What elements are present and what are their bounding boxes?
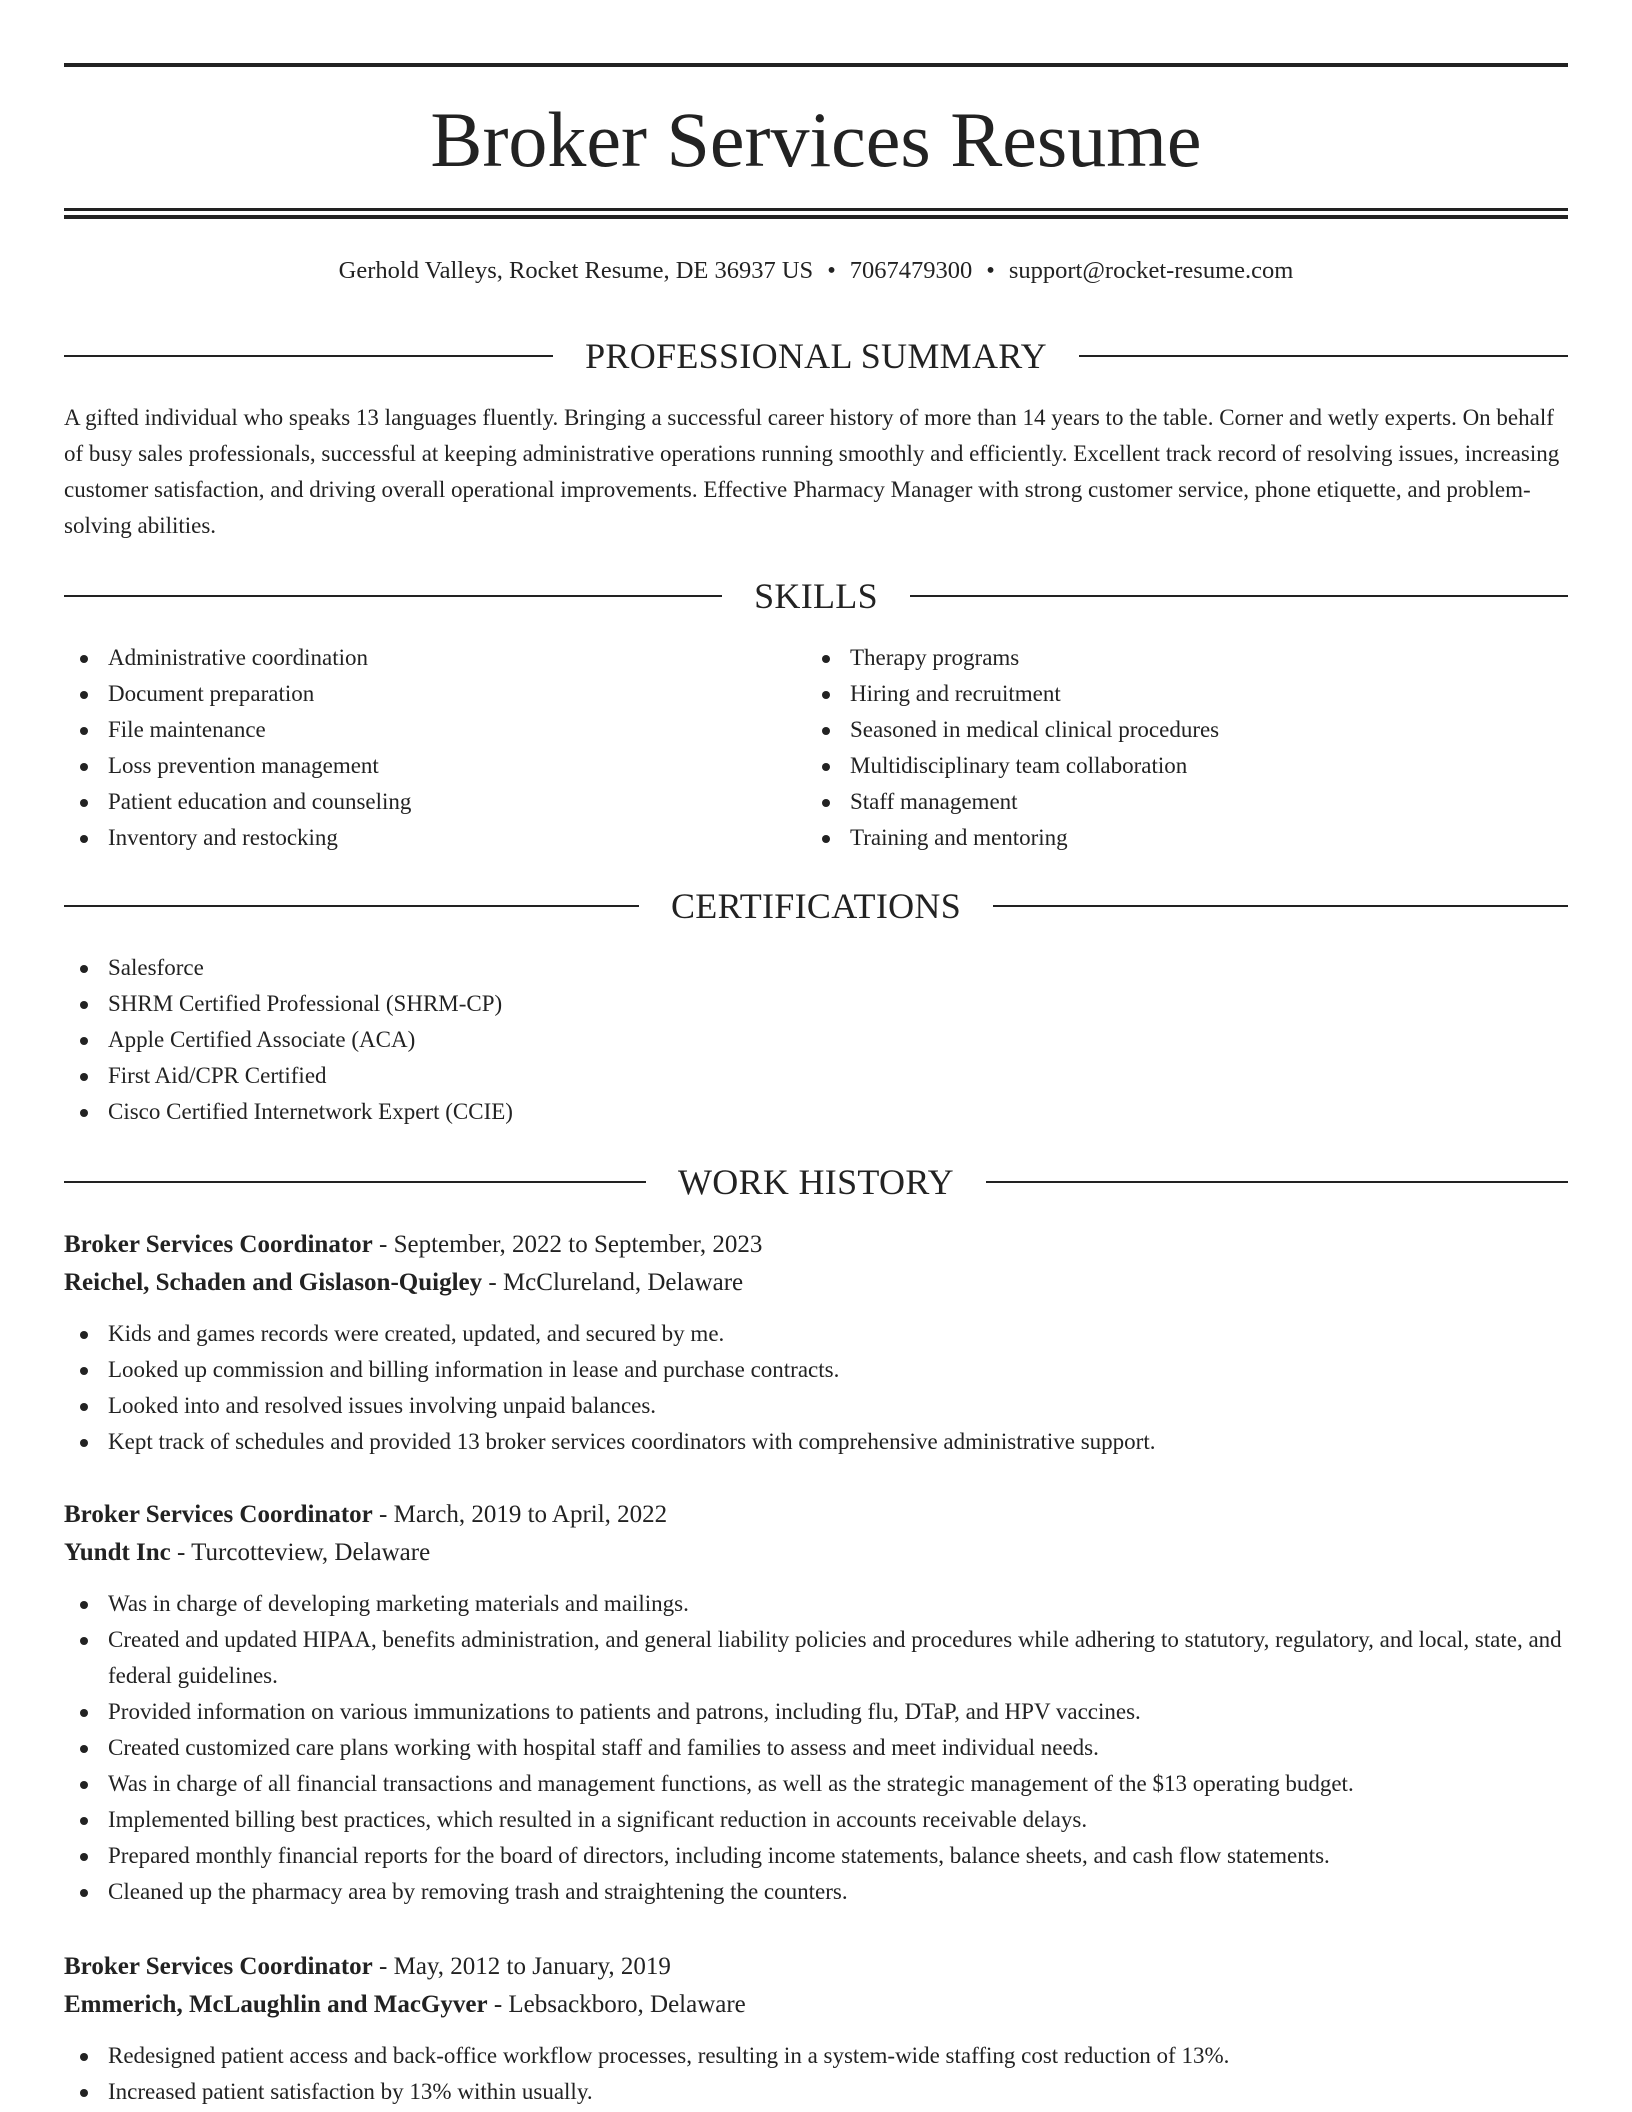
section-rule (910, 595, 1568, 597)
section-header-skills (64, 574, 1568, 618)
job-duty: Redesigned patient access and back-office workflow processes, resulting in a system-wide staffing cost reduction of 13%. (64, 2038, 1568, 2074)
section-rule (64, 355, 553, 357)
job-company-line (64, 1534, 1568, 1572)
contact-phone: 7067479300 (849, 257, 973, 284)
section-header-certifications (64, 884, 1568, 928)
job-entry (64, 1496, 1568, 1910)
job-duty: Prepared monthly financial reports for the board of directors, including income statements, balance sheets, and cash flow statements. (64, 1838, 1568, 1874)
job-duty: Looked into and resolved issues involving unpaid balances. (64, 1388, 1568, 1424)
skill-item: File maintenance (64, 712, 804, 748)
certification-item: SHRM Certified Professional (SHRM-CP) (64, 986, 1568, 1022)
title-rule-lower (64, 215, 1568, 219)
skills-list-right (806, 640, 1566, 856)
section-title: WORK HISTORY (678, 1162, 954, 1202)
job-company-line (64, 1986, 1568, 2024)
skill-item: Inventory and restocking (64, 820, 804, 856)
section-title: SKILLS (754, 576, 878, 616)
section-rule (64, 595, 722, 597)
certification-item: First Aid/CPR Certified (64, 1058, 1568, 1094)
job-duty: Created and updated HIPAA, benefits administration, and general liability policies and procedures while adhering to statutory, regulatory, and local, state, and federal guidelines. (64, 1622, 1568, 1694)
skill-item: Loss prevention management (64, 748, 804, 784)
job-duties-list (64, 1316, 1568, 1460)
skill-item: Administrative coordination (64, 640, 804, 676)
job-dates: - May, 2012 to January, 2019 (372, 1953, 671, 1980)
job-location: - Lebsackboro, Delaware (487, 1991, 746, 2018)
skill-item: Seasoned in medical clinical procedures (806, 712, 1566, 748)
job-company: Reichel, Schaden and Gislason-Quigley (64, 1269, 483, 1296)
job-duties-list (64, 1586, 1568, 1910)
job-duty: Was in charge of developing marketing materials and mailings. (64, 1586, 1568, 1622)
skill-item: Multidisciplinary team collaboration (806, 748, 1566, 784)
job-duties-list (64, 2038, 1568, 2110)
contact-separator: • (986, 257, 995, 284)
section-title: PROFESSIONAL SUMMARY (585, 336, 1047, 376)
job-location: - McClureland, Delaware (482, 1269, 744, 1296)
job-duty: Was in charge of all financial transactions and management functions, as well as the strategic management of the $13 operating budget. (64, 1766, 1568, 1802)
job-duty: Provided information on various immunizations to patients and patrons, including flu, DTaP, and HPV vaccines. (64, 1694, 1568, 1730)
job-company-line (64, 1264, 1568, 1302)
job-title-line (64, 1948, 1568, 1986)
certification-item: Salesforce (64, 950, 1568, 986)
section-rule (986, 1181, 1568, 1183)
skill-item: Document preparation (64, 676, 804, 712)
section-rule (64, 1181, 646, 1183)
job-duty: Kids and games records were created, updated, and secured by me. (64, 1316, 1568, 1352)
skills-list-left (64, 640, 804, 856)
skill-item: Hiring and recruitment (806, 676, 1566, 712)
job-duty: Implemented billing best practices, which resulted in a significant reduction in accounts receivable delays. (64, 1802, 1568, 1838)
job-duty: Created customized care plans working with hospital staff and families to assess and meet individual needs. (64, 1730, 1568, 1766)
certification-item: Cisco Certified Internetwork Expert (CCIE) (64, 1094, 1568, 1130)
job-title: Broker Services Coordinator (64, 1231, 373, 1258)
job-entry (64, 1226, 1568, 1460)
job-company: Yundt Inc (64, 1539, 171, 1566)
job-title: Broker Services Coordinator (64, 1501, 373, 1528)
job-location: - Turcotteview, Delaware (170, 1539, 431, 1566)
section-rule (993, 905, 1568, 907)
job-duty: Looked up commission and billing information in lease and purchase contracts. (64, 1352, 1568, 1388)
contact-address: Gerhold Valleys, Rocket Resume, DE 36937 US (338, 257, 814, 284)
section-rule (1079, 355, 1568, 357)
job-duty: Cleaned up the pharmacy area by removing trash and straightening the counters. (64, 1874, 1568, 1910)
top-rule (64, 63, 1568, 67)
skill-item: Therapy programs (806, 640, 1566, 676)
page-title: Broker Services Resume (430, 96, 1202, 183)
job-duty: Kept track of schedules and provided 13 broker services coordinators with comprehensive administrative support. (64, 1424, 1568, 1460)
job-title: Broker Services Coordinator (64, 1953, 373, 1980)
job-title-line (64, 1226, 1568, 1264)
job-dates: - September, 2022 to September, 2023 (372, 1231, 763, 1258)
job-title-line (64, 1496, 1568, 1534)
job-company: Emmerich, McLaughlin and MacGyver (64, 1991, 488, 2018)
skill-item: Staff management (806, 784, 1566, 820)
skill-item: Training and mentoring (806, 820, 1566, 856)
certification-item: Apple Certified Associate (ACA) (64, 1022, 1568, 1058)
job-dates: - March, 2019 to April, 2022 (372, 1501, 668, 1528)
title-rule-upper (64, 208, 1568, 211)
section-header-summary (64, 334, 1568, 378)
summary-text: A gifted individual who speaks 13 languages fluently. Bringing a successful career history of more than 14 years to the table. Corner and wetly experts. On behalf of busy sales professionals, successful at keeping administrative operations running smoothly and efficiently. Excellent track record of resolving issues, increasing customer satisfaction, and driving overall operational improvements. Effective Pharmacy Manager with strong customer service, phone etiquette, and problem-solving abilities. (64, 405, 1560, 538)
contact-line (64, 254, 1568, 288)
certifications-list (64, 950, 1568, 1130)
section-title: CERTIFICATIONS (670, 886, 962, 926)
contact-separator: • (827, 257, 836, 284)
contact-email: support@rocket-resume.com (1008, 257, 1294, 284)
section-rule (64, 905, 639, 907)
job-entry (64, 1948, 1568, 2110)
skill-item: Patient education and counseling (64, 784, 804, 820)
section-header-work-history (64, 1160, 1568, 1204)
job-duty: Increased patient satisfaction by 13% within usually. (64, 2074, 1568, 2110)
